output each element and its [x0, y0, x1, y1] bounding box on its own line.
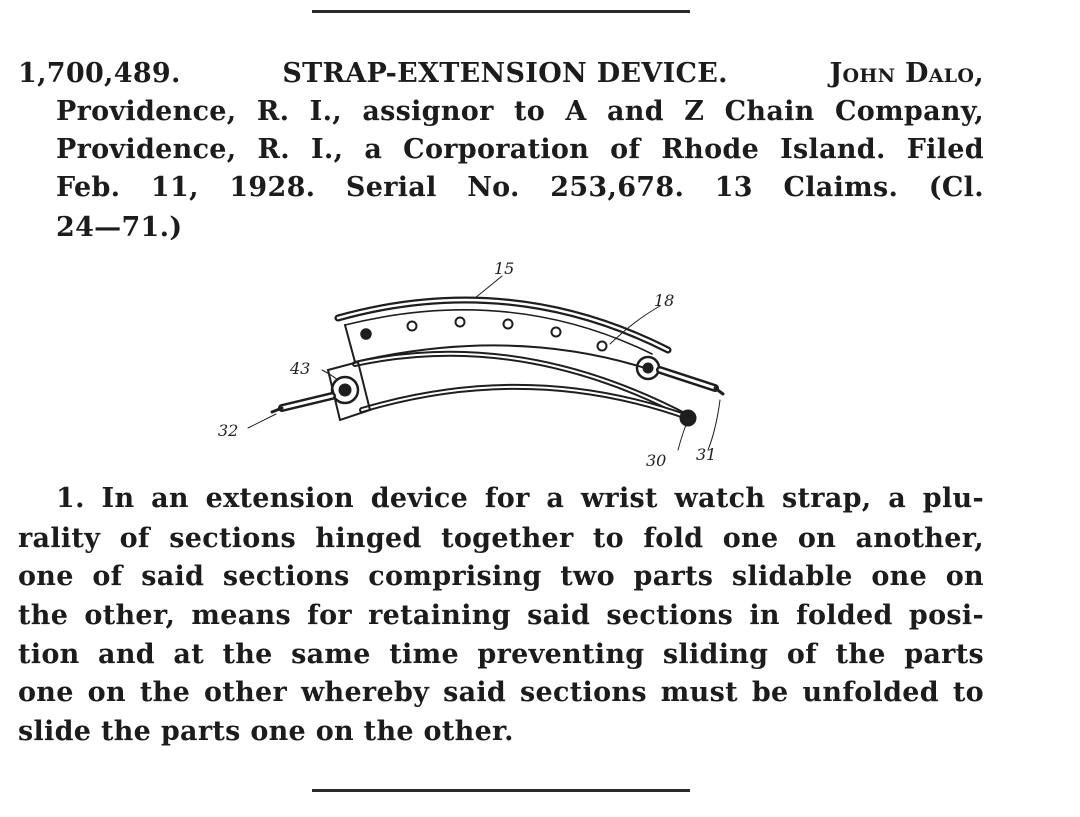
word: of [610, 134, 641, 165]
word: retaining [368, 600, 511, 631]
word: slidable [731, 561, 853, 592]
word: whereby [300, 677, 430, 708]
word: of [92, 561, 123, 592]
word: sections [520, 677, 647, 708]
word: I., [309, 96, 342, 127]
word: an [151, 483, 189, 514]
word: of [119, 523, 150, 554]
word: tion [18, 639, 80, 670]
word: in [749, 600, 780, 631]
word: 253,678. [550, 172, 685, 203]
word: wrist [580, 483, 658, 514]
word: to [513, 96, 546, 127]
word: to [592, 523, 624, 554]
word: means [191, 600, 291, 631]
patent-header-line-2 [56, 93, 984, 131]
word: for [307, 600, 352, 631]
word: 1928. [229, 172, 316, 203]
word: watch [674, 483, 766, 514]
word: Chain [724, 96, 815, 127]
patent-header-line-3 [56, 131, 984, 169]
word: Providence, [56, 134, 237, 165]
word: fold [643, 523, 704, 554]
word: device [370, 483, 469, 514]
patent-header-line-5: 24—71.) [56, 212, 183, 243]
word: I., [310, 134, 344, 165]
claim-number: 1. [56, 483, 85, 514]
word: on [945, 561, 984, 592]
word: to [952, 677, 984, 708]
word: a [888, 483, 907, 514]
word: same [291, 639, 371, 670]
word: and [98, 639, 155, 670]
figure-label-30: 30 [646, 451, 667, 470]
word: a [364, 134, 383, 165]
word: R. [256, 96, 290, 127]
word: No. [467, 172, 520, 203]
word: Rhode [661, 134, 760, 165]
top-divider-rule [312, 10, 690, 13]
word: sliding [662, 639, 769, 670]
word: In [101, 483, 135, 514]
word: Island. [780, 134, 886, 165]
word: rality [18, 523, 101, 554]
word: sections [606, 600, 734, 631]
word: Serial [345, 172, 437, 203]
word: time [389, 639, 459, 670]
word: 13 [714, 172, 753, 203]
claim-line-5 [18, 636, 984, 674]
figure-label-18: 18 [654, 291, 675, 310]
claim-line-6 [18, 674, 984, 712]
word: Feb. [56, 172, 121, 203]
word: one [871, 561, 928, 592]
word: unfolded [802, 677, 939, 708]
word: strap, [782, 483, 872, 514]
word: on [87, 677, 126, 708]
word: plu- [922, 483, 984, 514]
figure-label-43: 43 [290, 359, 311, 378]
word: and [607, 96, 664, 127]
figure-label-31: 31 [696, 445, 717, 464]
claim-line-3 [18, 558, 984, 596]
word: on [797, 523, 837, 554]
word: said [443, 677, 507, 708]
word: other [204, 677, 288, 708]
word: Corporation [403, 134, 590, 165]
word: of [786, 639, 818, 670]
word: at [173, 639, 204, 670]
word: said [527, 600, 591, 631]
patent-header-line-4 [56, 169, 984, 207]
word: said [141, 561, 205, 592]
word: assignor [362, 96, 494, 127]
word: Filed [906, 134, 984, 165]
word: parts [633, 561, 714, 592]
word: sections [169, 523, 297, 554]
word: Company, [834, 96, 984, 127]
figure-label-15: 15 [494, 259, 515, 278]
claim-line-4 [18, 597, 984, 635]
word: another, [855, 523, 984, 554]
word: extension [205, 483, 354, 514]
word: folded [796, 600, 893, 631]
word: posi- [908, 600, 984, 631]
word: the [18, 600, 69, 631]
word: 11, [150, 172, 199, 203]
word: must [660, 677, 738, 708]
word: R. [257, 134, 290, 165]
word: hinged [315, 523, 422, 554]
claim-line-2 [18, 520, 984, 558]
word: Providence, [56, 96, 237, 127]
claim-line-1 [56, 480, 984, 518]
word: for [484, 483, 530, 514]
word: comprising [368, 561, 542, 592]
strap-extension-device-drawing [248, 276, 723, 450]
word: a [546, 483, 565, 514]
word: sections [222, 561, 350, 592]
patent-drawing-figure [190, 250, 750, 475]
word: (Cl. [928, 172, 984, 203]
figure-label-32: 32 [218, 421, 239, 440]
bottom-divider-rule [312, 789, 690, 792]
patent-title: STRAP-EXTENSION DEVICE. [282, 58, 728, 89]
word: two [560, 561, 615, 592]
inventor-name: John Dalo, [829, 58, 984, 89]
word: the [222, 639, 273, 670]
word: Claims. [783, 172, 899, 203]
word: the [139, 677, 191, 708]
word: parts [904, 639, 984, 670]
patent-number: 1,700,489. [18, 58, 181, 89]
word: Z [684, 96, 705, 127]
word: together [441, 523, 574, 554]
word: A [565, 96, 587, 127]
claim-line-7: slide the parts one on the other. [18, 716, 514, 747]
word: the [835, 639, 886, 670]
word: one [18, 561, 74, 592]
word: one [722, 523, 779, 554]
word: preventing [477, 639, 645, 670]
patent-header-line-1 [18, 55, 984, 93]
word: one [18, 677, 74, 708]
word: be [751, 677, 789, 708]
word: other, [84, 600, 176, 631]
